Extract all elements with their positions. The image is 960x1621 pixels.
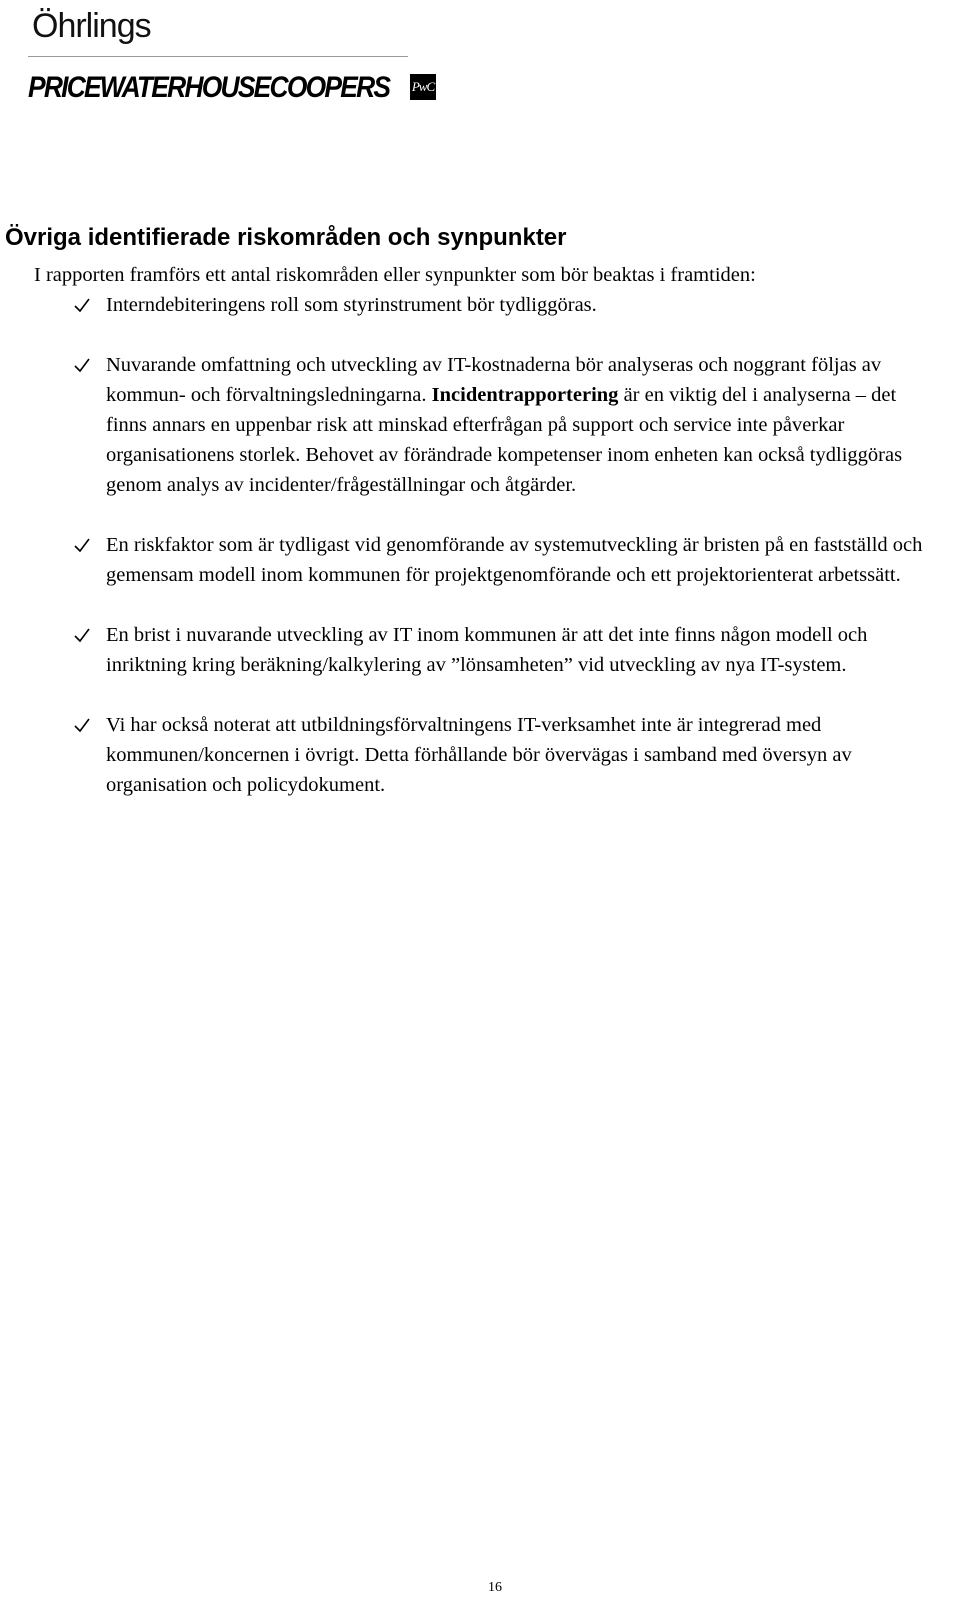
checkmark-icon bbox=[70, 710, 94, 740]
list-item-text: Vi har också noterat att utbildningsförvaltningens IT-verksamhet inte är integrerad med kommunen/koncernen i övrigt. Detta förhållande bör övervägas i samband med översyn av organisation och policydokument. bbox=[106, 714, 852, 796]
list-item bbox=[0, 290, 930, 320]
list-item-text: Interndebiteringens roll som styrinstrument bör tydliggöras. bbox=[106, 294, 597, 316]
list-item bbox=[0, 620, 930, 680]
list-item-text-continued: är en viktig del i analyserna – det finns annars en uppenbar risk att minskad efterfrågan på support och service inte påverkar organisationens storlek. Behovet av förändrade kompetenser inom enheten kan också tydliggöras genom analys av incidenter/frågeställningar och åtgärder. bbox=[106, 384, 903, 496]
brand-logo-pricewaterhousecoopers: PRICEWATERHOUSECOOPERS bbox=[28, 71, 390, 104]
brand-seal-icon: PwC bbox=[410, 74, 436, 100]
list-item-text: En riskfaktor som är tydligast vid genomförande av systemutveckling är bristen på en fastställd och gemensam modell inom kommunen för projektgenomförande och ett projektorienterat arbetssätt. bbox=[106, 534, 923, 586]
list-item-text: Nuvarande omfattning och utveckling av IT-kostnaderna bör analyseras och noggrant följas av kommun- och förvaltningsledningarna. bbox=[106, 354, 882, 406]
brand-divider bbox=[28, 56, 408, 57]
list-item-text: En brist i nuvarande utveckling av IT inom kommunen är att det inte finns någon modell och inriktning kring beräkning/kalkylering av ”lönsamheten” vid utveckling av nya IT-system. bbox=[106, 624, 868, 676]
list-item-bold-term: Incidentrapportering bbox=[431, 384, 619, 406]
section-heading: Övriga identifierade riskområden och synpunkter bbox=[5, 224, 567, 251]
checkmark-icon bbox=[70, 620, 94, 650]
checkmark-icon bbox=[70, 290, 94, 320]
list-item bbox=[0, 530, 930, 590]
brand-logo-ohrlings: Öhrlings bbox=[32, 7, 151, 45]
intro-paragraph: I rapporten framförs ett antal riskområden eller synpunkter som bör beaktas i framtiden: bbox=[34, 264, 756, 286]
checkmark-icon bbox=[70, 530, 94, 560]
risk-list bbox=[0, 290, 960, 830]
checkmark-icon bbox=[70, 350, 94, 380]
list-item bbox=[0, 710, 930, 800]
list-item bbox=[0, 350, 930, 500]
page-number: 16 bbox=[488, 1580, 502, 1595]
